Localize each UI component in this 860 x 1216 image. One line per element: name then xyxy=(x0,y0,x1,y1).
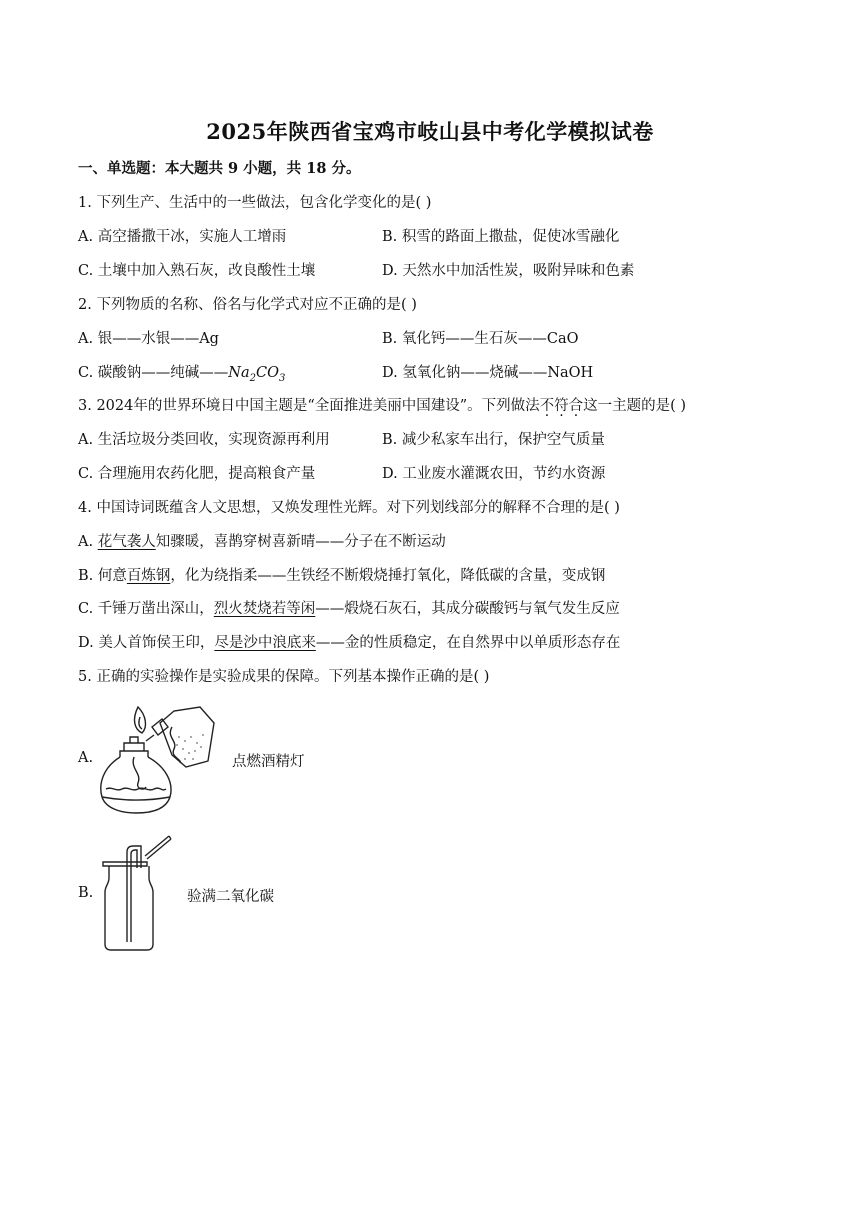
alcohol-lamp-lighting-figure xyxy=(96,697,220,817)
formula-sub-2: 2 xyxy=(249,372,257,384)
question-3-option-d: D. 工业废水灌溉农田，节约水资源 xyxy=(382,466,606,482)
formula-sub-3: 3 xyxy=(279,372,286,384)
question-3-stem-post: 这一主题的是( ) xyxy=(583,398,687,414)
page-title: 2025年陕西省宝鸡市岐山县中考化学模拟试卷 xyxy=(206,119,654,144)
option-text: ——金的性质稳定，在自然界中以单质形态存在 xyxy=(315,635,621,651)
question-5-option-a-label: A. xyxy=(78,750,94,766)
option-text: 知骤暖，喜鹊穿树喜新晴——分子在不断运动 xyxy=(155,534,446,550)
formula-co: CO xyxy=(256,365,279,381)
option-text: B. 何意 xyxy=(78,568,127,584)
question-4-option-a xyxy=(78,530,446,551)
question-5-option-b-label: B. xyxy=(78,885,94,901)
underlined-text: 花气袭人 xyxy=(97,534,156,550)
emphasis-char: 不 xyxy=(539,398,555,414)
question-1-option-c: C. 土壤中加入熟石灰，改良酸性土壤 xyxy=(78,263,316,279)
option-text: D. 美人首饰侯王印， xyxy=(78,635,215,651)
question-2-option-c-text: C. 碳酸钠——纯碱—— xyxy=(78,365,229,381)
question-5-option-b-caption: 验满二氧化碳 xyxy=(187,889,274,905)
underlined-text: 百炼钢 xyxy=(126,568,171,584)
question-3-option-b: B. 减少私家车出行，保护空气质量 xyxy=(382,432,605,448)
question-4-stem: 4. 中国诗词既蕴含人文思想，又焕发理性光辉。对下列划线部分的解释不合理的是( ) xyxy=(78,500,620,516)
formula-na: Na xyxy=(228,365,250,381)
option-text: C. 千锤万凿出深山， xyxy=(78,601,214,617)
question-4-option-d xyxy=(78,631,620,652)
question-3-option-a: A. 生活垃圾分类回收，实现资源再利用 xyxy=(78,432,330,448)
question-5-option-a-caption: 点燃酒精灯 xyxy=(232,754,305,770)
underlined-text: 烈火焚烧若等闲 xyxy=(213,601,316,617)
question-1-option-d: D. 天然水中加活性炭，吸附异味和色素 xyxy=(382,263,635,279)
section-heading: 一、单选题：本大题共 9 小题，共 18 分。 xyxy=(78,160,361,177)
question-2-stem: 2. 下列物质的名称、俗名与化学式对应不正确的是( ) xyxy=(78,297,417,313)
question-1-option-b: B. 积雪的路面上撒盐，促使冰雪融化 xyxy=(382,229,620,245)
question-3-stem xyxy=(78,394,686,415)
emphasis-char: 符 xyxy=(554,398,569,414)
question-5-stem: 5. 正确的实验操作是实验成果的保障。下列基本操作正确的是( ) xyxy=(78,669,490,685)
question-4-option-c xyxy=(78,597,620,618)
question-1-stem: 1. 下列生产、生活中的一些做法，包含化学变化的是( ) xyxy=(78,195,432,211)
question-4-option-b xyxy=(78,564,605,585)
question-3-stem-pre: 3. 2024年的世界环境日中国主题是“全面推进美丽中国建设”。下列做法 xyxy=(78,398,540,414)
question-2-option-a: A. 银——水银——Ag xyxy=(78,331,219,347)
question-3-option-c: C. 合理施用农药化肥，提高粮食产量 xyxy=(78,466,316,482)
question-2-option-b: B. 氧化钙——生石灰——CaO xyxy=(382,331,579,347)
option-label: A. xyxy=(78,534,98,550)
question-2-option-c xyxy=(78,361,285,384)
question-2-option-d: D. 氢氧化钠——烧碱——NaOH xyxy=(382,365,594,381)
emphasis-char: 合 xyxy=(568,398,584,414)
underlined-text: 尽是沙中浪底来 xyxy=(214,635,316,651)
option-text: ，化为绕指柔——生铁经不断煅烧捶打氧化，降低碳的含量，变成钢 xyxy=(170,568,606,584)
question-1-option-a: A. 高空播撒干冰，实施人工增雨 xyxy=(78,229,287,245)
option-text: ——煅烧石灰石，其成分碳酸钙与氧气发生反应 xyxy=(315,601,620,617)
gas-collection-bottle-figure xyxy=(97,834,177,952)
